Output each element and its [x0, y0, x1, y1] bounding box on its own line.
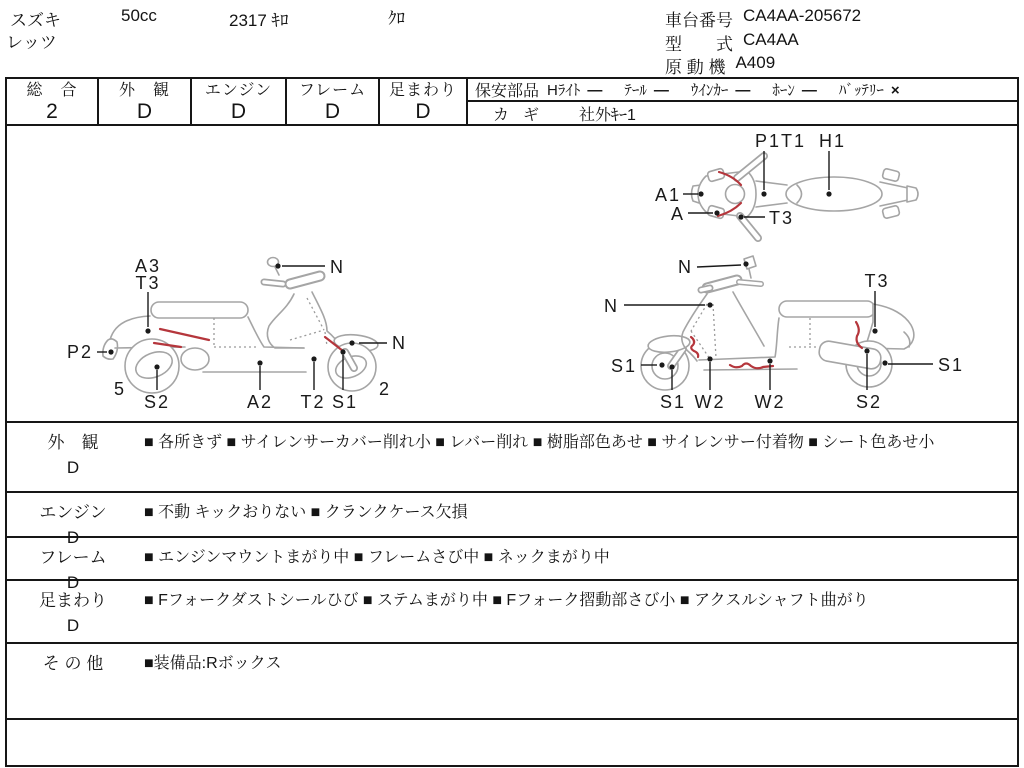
top-tail-cap [907, 186, 918, 202]
condition-text-exterior: ■ 各所きず ■ サイレンサーカバー削れ小 ■ レバー削れ ■ 樹脂部色あせ ■ サイレンサー付着物 ■ シート色あせ小 [144, 434, 935, 451]
key-value: 社外ｷｰ1 [579, 107, 636, 124]
scooter-damage-diagram [7, 126, 1017, 421]
label-top-p1t1: P1T1 [755, 131, 807, 151]
label-rv-s2: S2 [855, 392, 883, 412]
inspection-table [5, 77, 1019, 767]
safety-horn: ﾎｰﾝ ― [772, 82, 817, 99]
empty-bottom-row [7, 720, 1017, 765]
lv-rear-fender [103, 339, 118, 359]
label-top-h1: H1 [819, 131, 847, 151]
label-rv-w2-a: W2 [694, 392, 726, 412]
label-lv-t3: T3 [135, 273, 161, 293]
key-row [468, 102, 1017, 125]
grade-exterior [99, 79, 192, 124]
label-lv-s2: S2 [143, 392, 171, 412]
mileage: 2317 ｷﾛ [229, 11, 289, 30]
grade-engine-value: D [230, 100, 247, 123]
damage-diagram-cell [7, 126, 1017, 423]
top-view-scooter [655, 131, 918, 238]
label-top-t3: T3 [769, 208, 795, 228]
safety-title: 保安部品 [475, 83, 540, 100]
label-rv-s1-fork: S1 [659, 392, 687, 412]
condition-label-frame: フレーム D [39, 548, 107, 592]
top-seat [786, 177, 882, 211]
rv-mirror-stalk [749, 269, 751, 278]
condition-text-other: ■装備品:Rボックス [144, 655, 282, 672]
top-floor-lines [756, 181, 787, 207]
lv-floor [203, 317, 306, 372]
lv-seat [151, 302, 248, 318]
condition-row-undercarriage [7, 581, 1017, 644]
safety-parts-cell [468, 79, 1017, 124]
rv-seat [779, 301, 875, 317]
label-top-a: A [670, 204, 685, 224]
safety-taillight: ﾃｰﾙ ― [624, 82, 669, 99]
grade-frame-label: フレーム [298, 82, 367, 99]
grade-engine-label: エンジン [204, 82, 273, 99]
safety-winker: ｳｲﾝｶｰ ― [690, 82, 751, 99]
chassis-row [665, 6, 861, 31]
label-lv-s1: S1 [331, 392, 359, 412]
condition-text-undercarriage: ■ Fフォークダストシールひび ■ ステムまがり中 ■ Fフォーク摺動部さび小 ■ アクスルシャフト曲がり [144, 592, 869, 609]
lv-muffler [181, 348, 209, 370]
condition-label-engine: エンジン D [39, 503, 107, 547]
grade-undercarriage [380, 79, 468, 124]
label-top-a1: A1 [654, 185, 681, 205]
grade-frame-value: D [324, 100, 341, 123]
label-lv-p2: P2 [66, 342, 93, 362]
grade-frame [287, 79, 380, 124]
condition-label-exterior: 外 観 D [47, 433, 99, 477]
condition-row-engine [7, 493, 1017, 547]
grade-undercarriage-value: D [415, 100, 431, 123]
type-row [665, 30, 799, 55]
grade-exterior-label: 外 観 [118, 82, 170, 99]
rv-seat-seam [789, 318, 817, 347]
label-lv-a2: A2 [246, 392, 274, 412]
top-rear-flag-lower [882, 205, 900, 219]
grade-overall-value: 2 [46, 100, 58, 123]
engine-row [665, 53, 775, 78]
label-rv-s1-wheel: S1 [610, 356, 637, 376]
top-steering-circle [726, 185, 745, 204]
label-lv-n-mirror: N [330, 257, 345, 277]
condition-text-frame: ■ エンジンマウントまがり中 ■ フレームさび中 ■ ネックまがり中 [144, 549, 610, 566]
grade-undercarriage-label: 足まわり [388, 82, 457, 99]
condition-row-other [7, 644, 1017, 720]
chassis-number: CA4AA-205672 [743, 6, 862, 25]
left-view-scooter [67, 256, 407, 412]
maker-name: スズキ [10, 11, 61, 30]
engine-value: A409 [735, 53, 776, 72]
condition-label-undercarriage: 足まわり D [39, 591, 107, 635]
grade-exterior-value: D [136, 100, 153, 123]
rv-grip [701, 288, 710, 290]
condition-text-engine: ■ 不動 キックおりない ■ クランクケース欠損 [144, 504, 468, 521]
condition-row-frame [7, 538, 1017, 592]
label-rv-n-body: N [604, 296, 619, 316]
condition-label-other: そ の 他 [42, 654, 104, 673]
type-label: 型 式 [665, 35, 733, 54]
lv-grip [264, 282, 283, 284]
condition-row-exterior [7, 423, 1017, 493]
safety-headlight: Hﾗｲﾄ ― [547, 82, 603, 99]
engine-label: 原 動 機 [665, 58, 726, 77]
grade-overall [7, 79, 99, 124]
rv-damage-floor [730, 364, 773, 369]
label-rv-t3: T3 [864, 271, 890, 291]
label-lv-5: 5 [113, 379, 127, 399]
lv-rear-body-top [110, 316, 150, 340]
safety-battery: ﾊﾞｯﾃﾘｰ × [838, 82, 900, 99]
grade-overall-label: 総 合 [26, 82, 78, 99]
key-label: カギ [493, 107, 554, 124]
body-color: ｸﾛ [388, 9, 405, 28]
top-tail-lines [880, 182, 908, 206]
label-lv-n-fender: N [392, 333, 407, 353]
label-rv-s1-rear: S1 [938, 355, 965, 375]
type-value: CA4AA [743, 30, 799, 49]
right-view-scooter [604, 256, 964, 412]
label-lv-2: 2 [378, 379, 392, 399]
label-rv-n-mirror: N [678, 257, 693, 277]
label-rv-w2-b: W2 [754, 392, 786, 412]
rv-handlebar-right [739, 282, 761, 284]
label-lv-a3: A3 [134, 256, 162, 276]
label-lv-t2: T2 [300, 392, 326, 412]
top-handlebar-lower [740, 216, 758, 238]
grade-engine [192, 79, 287, 124]
displacement: 50cc [121, 6, 157, 25]
chassis-label: 車台番号 [665, 11, 733, 30]
lv-front-seams [290, 298, 327, 346]
top-rear-flag-upper [882, 168, 900, 182]
model-name: レッツ [6, 33, 57, 52]
safety-parts-row [468, 79, 1017, 102]
grade-row [7, 79, 1017, 126]
